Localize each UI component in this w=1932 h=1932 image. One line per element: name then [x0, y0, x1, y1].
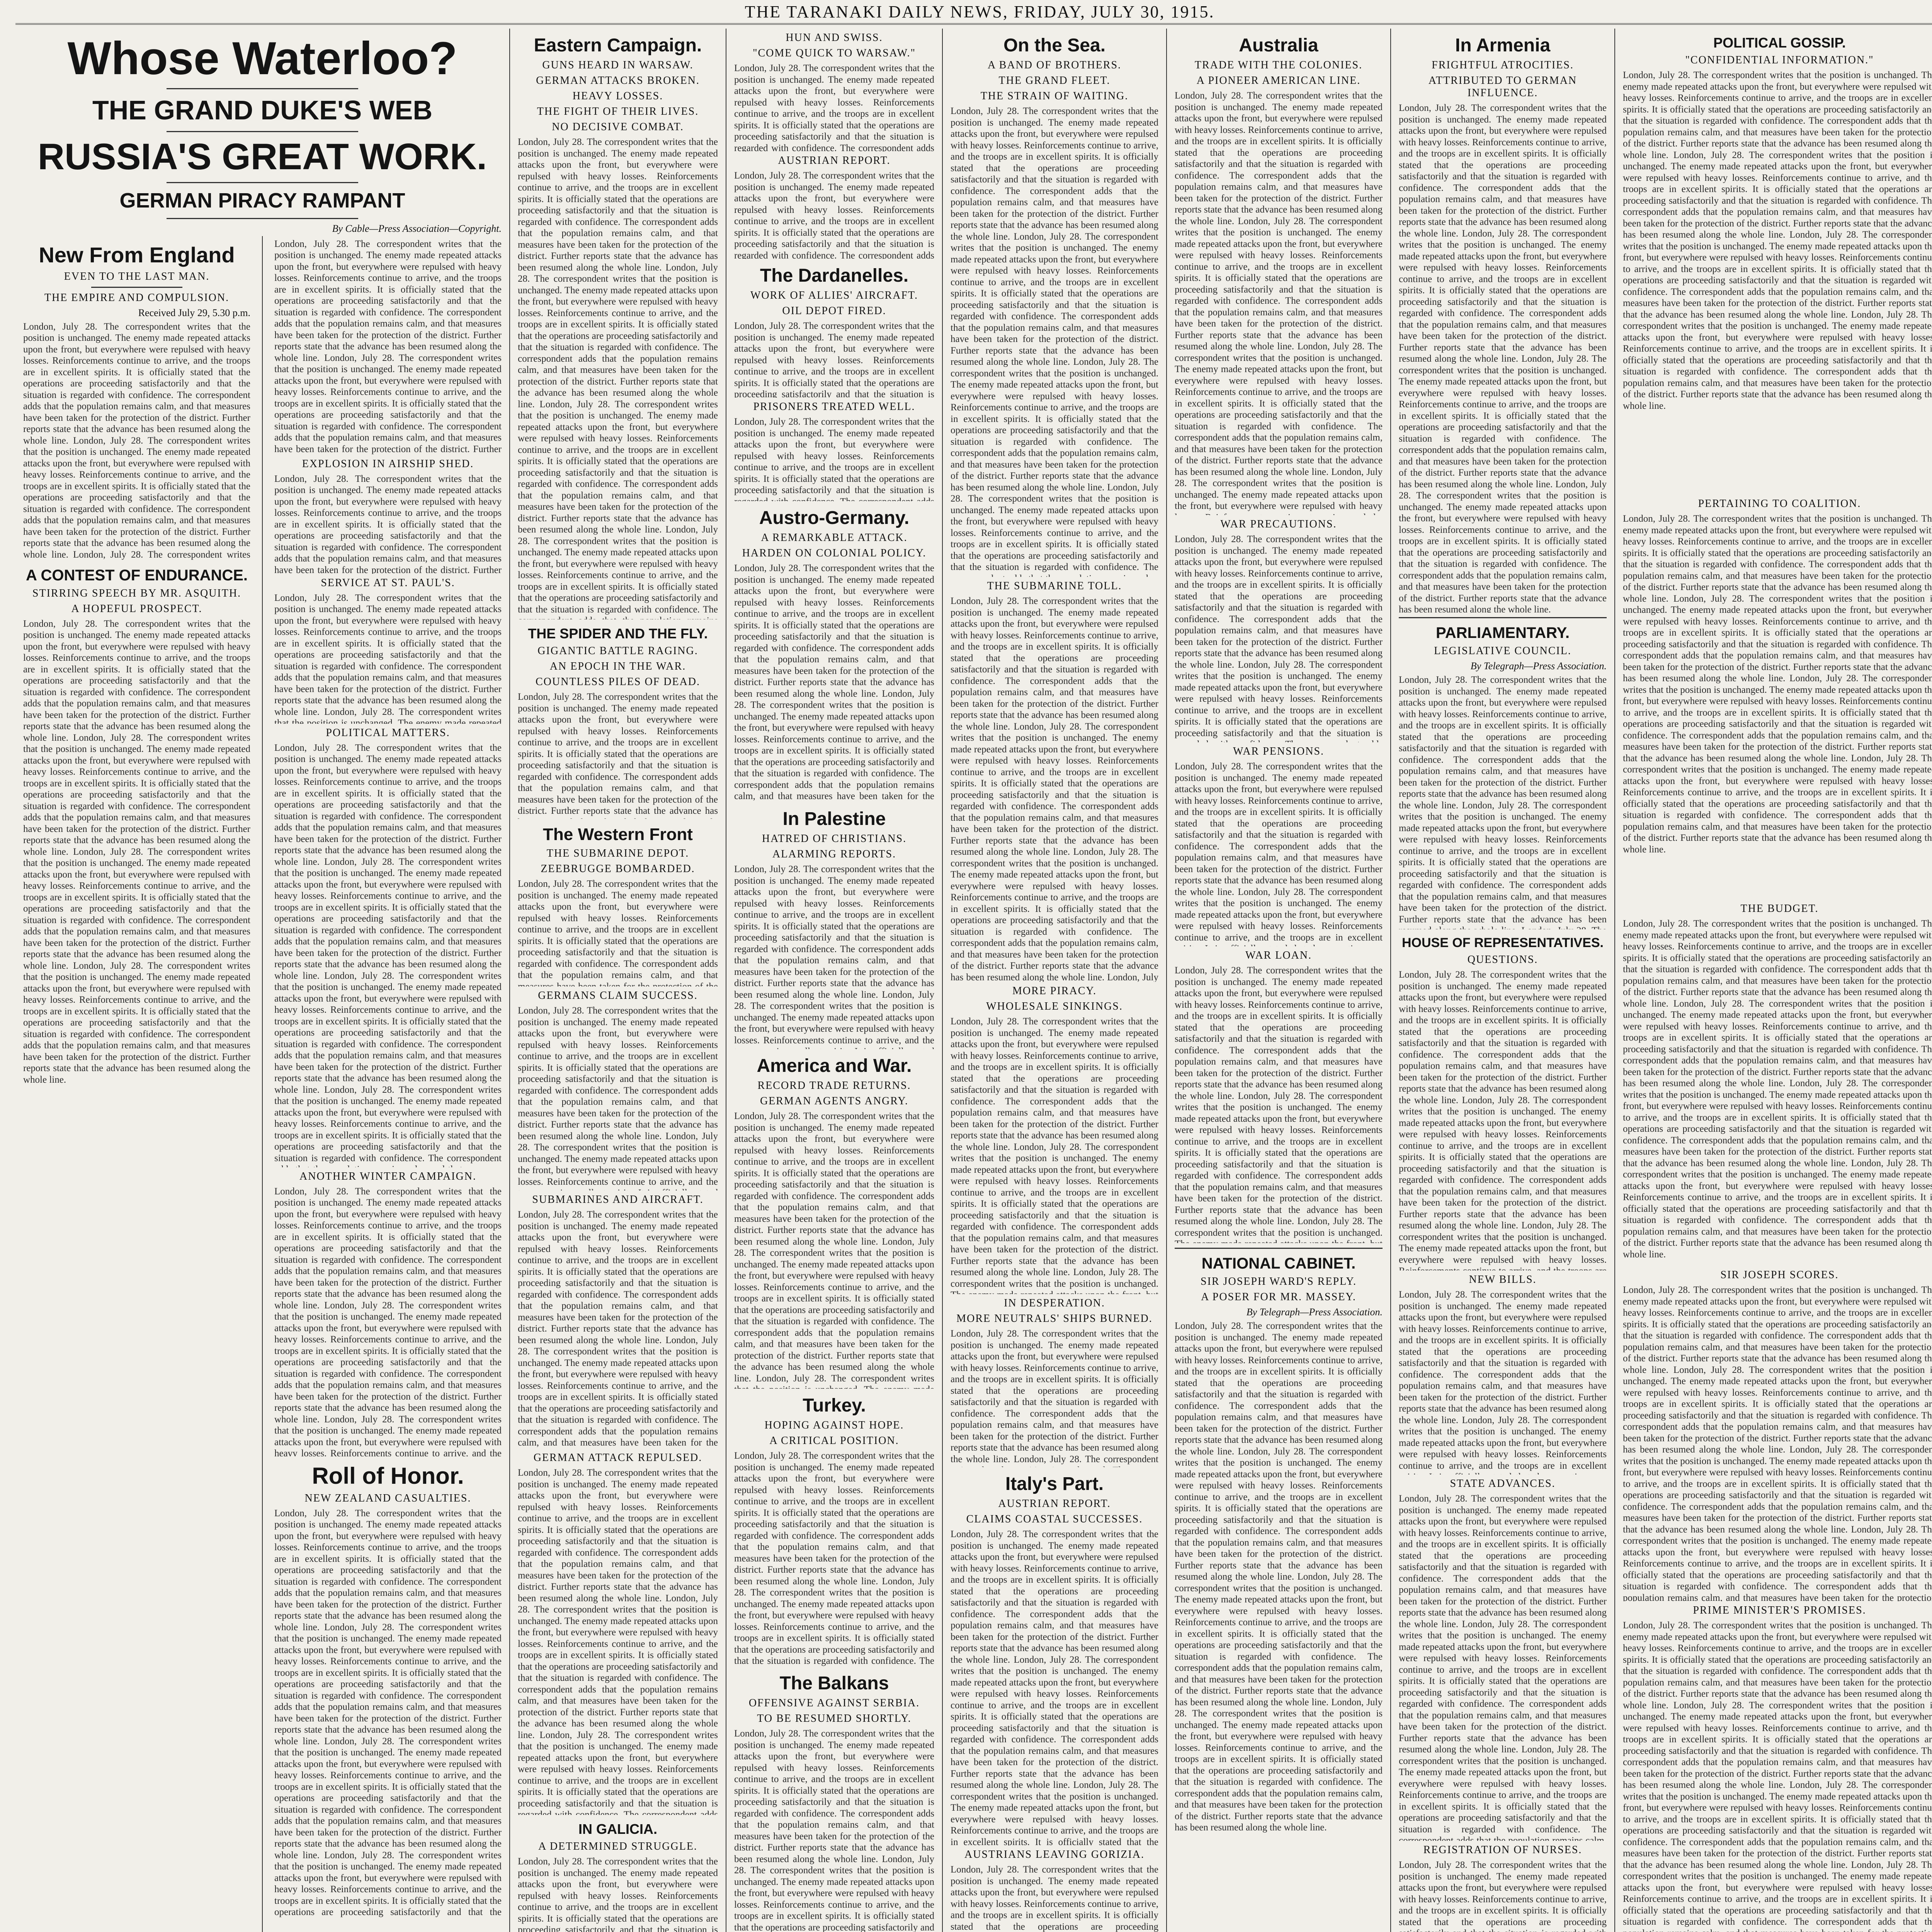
section-heading: In Armenia [1455, 35, 1551, 56]
sub-heading: THE GRAND FLEET. [998, 75, 1111, 87]
sub-heading: QUESTIONS. [1467, 954, 1538, 966]
lead-right-column [274, 236, 502, 1932]
section-heading: Austro-Germany. [759, 508, 910, 528]
article-text [734, 63, 934, 151]
sub-heading: TO BE RESUMED SHORTLY. [757, 1713, 912, 1725]
section-heading: THE SPIDER AND THE FLY. [528, 626, 708, 641]
sub-heading: EVEN TO THE LAST MAN. [64, 270, 210, 282]
article-text [518, 136, 718, 619]
section-heading: Roll of Honor. [312, 1463, 464, 1489]
sub-heading: THE SUBMARINE TOLL. [987, 580, 1122, 592]
sub-heading: AUSTRIANS LEAVING GORIZIA. [964, 1849, 1145, 1861]
credit: By Telegraph—Press Association. [1246, 1306, 1383, 1318]
article-text [1399, 102, 1607, 612]
dateline: Received July 29, 5.30 p.m. [138, 307, 250, 318]
sub-heading: A DETERMINED STRUGGLE. [538, 1840, 697, 1852]
sub-heading: MORE NEUTRALS' SHIPS BURNED. [956, 1313, 1153, 1325]
sub-heading: SIR JOSEPH WARD'S REPLY. [1201, 1276, 1357, 1287]
article-text [1175, 90, 1383, 515]
sub-heading: FRIGHTFUL ATROCITIES. [1432, 59, 1574, 71]
sea-column [943, 29, 1167, 1932]
sub-heading: HARDEN ON COLONIAL POLICY. [742, 547, 927, 559]
sub-heading: GERMAN ATTACK REPULSED. [533, 1452, 702, 1464]
divider [167, 218, 358, 219]
lead-column [15, 29, 510, 1932]
sub-heading: HEAVY LOSSES. [572, 90, 663, 102]
sub-heading: SIR JOSEPH SCORES. [1720, 1269, 1839, 1281]
sub-heading: THE SUBMARINE DEPOT. [546, 847, 689, 859]
sub-heading: A PIONEER AMERICAN LINE. [1196, 75, 1361, 87]
eastern-column [510, 29, 726, 1932]
war-news-column [726, 29, 943, 1932]
sub-heading: WHOLESALE SINKINGS. [986, 1000, 1123, 1012]
sub-heading: THE EMPIRE AND COMPULSION. [44, 291, 230, 304]
column-rule [262, 236, 263, 1932]
masthead: THE TARANAKI DAILY NEWS, FRIDAY, JULY 30, 1915. [15, 0, 1932, 25]
article-text [734, 563, 934, 802]
sub-heading: A BAND OF BROTHERS. [987, 59, 1122, 71]
section-heading: Australia [1239, 35, 1318, 56]
sub-heading: GERMAN AGENTS ANGRY. [760, 1095, 909, 1107]
article-text [951, 595, 1158, 982]
article-text [518, 878, 718, 986]
article-text [1175, 965, 1383, 1243]
article-text [274, 473, 502, 574]
divider [1399, 617, 1607, 618]
lead-headline: Whose Waterloo? [67, 32, 457, 84]
article-text [1399, 969, 1607, 1270]
sub-heading: WAR PENSIONS. [1233, 745, 1325, 757]
sub-heading: HATRED OF CHRISTIANS. [762, 833, 907, 845]
divider [167, 182, 358, 183]
section-heading: Italy's Part. [1005, 1474, 1104, 1494]
section-heading: HOUSE OF REPRESENTATIVES. [1401, 935, 1604, 950]
article-text [951, 1529, 1158, 1845]
sub-heading: A CRITICAL POSITION. [769, 1435, 899, 1447]
credit: By Telegraph—Press Association. [1470, 660, 1607, 672]
lead-deck-3: GERMAN PIRACY RAMPANT [119, 189, 405, 212]
divider [1175, 1248, 1383, 1249]
article-text [1623, 918, 1932, 1266]
sub-heading: PRIME MINISTER'S PROMISES. [1693, 1604, 1866, 1616]
sub-heading: HOPING AGAINST HOPE. [764, 1419, 904, 1431]
sub-heading: THE STRAIN OF WAITING. [980, 90, 1129, 102]
sub-heading: PERTAINING TO COALITION. [1698, 498, 1861, 510]
gossip-column [1615, 29, 1932, 1932]
sub-heading: "COME QUICK TO WARSAW." [753, 47, 916, 59]
lead-deck-1: THE GRAND DUKE'S WEB [92, 95, 432, 125]
sub-heading: RECORD TRADE RETURNS. [757, 1080, 911, 1092]
sub-heading: WAR LOAN. [1245, 949, 1312, 961]
sub-heading: "CONFIDENTIAL INFORMATION." [1685, 54, 1874, 66]
article-text [1399, 1493, 1607, 1841]
section-heading: A CONTEST OF ENDURANCE. [26, 566, 248, 584]
article-text [1623, 1620, 1932, 1932]
sub-heading: SUBMARINES AND AIRCRAFT. [532, 1194, 704, 1206]
sub-heading: NEW ZEALAND CASUALTIES. [304, 1492, 471, 1504]
section-heading: New From England [39, 242, 235, 267]
article-text [1175, 1320, 1383, 1932]
sub-heading: OIL DEPOT FIRED. [782, 305, 886, 317]
lead-credit: By Cable—Press Association—Copyright. [332, 223, 502, 234]
section-heading: The Balkans [779, 1673, 889, 1694]
article-text [951, 105, 1158, 577]
sub-heading: LEGISLATIVE COUNCIL. [1434, 645, 1571, 657]
article-text [734, 1728, 934, 1932]
article-text [518, 1856, 718, 1932]
armenia-column [1391, 29, 1615, 1932]
section-heading: The Dardanelles. [760, 265, 909, 286]
article-text [1399, 674, 1607, 929]
sub-heading: IN DESPERATION. [1004, 1297, 1105, 1309]
australia-column [1167, 29, 1391, 1932]
article-text [734, 416, 934, 501]
article-text [1175, 534, 1383, 742]
sub-heading: ALARMING REPORTS. [772, 848, 896, 860]
sub-heading: A POSER FOR MR. MASSEY. [1201, 1291, 1356, 1303]
article-text [274, 1186, 502, 1456]
section-heading: POLITICAL GOSSIP. [1713, 35, 1846, 51]
sub-heading: CLAIMS COASTAL SUCCESSES. [966, 1513, 1143, 1525]
article-text [734, 320, 934, 398]
article-text [274, 742, 502, 1167]
section-heading: The Western Front [543, 825, 693, 844]
article-text [274, 1508, 502, 1917]
lead-body [23, 236, 502, 1932]
article-text [274, 592, 502, 724]
sub-heading: OFFENSIVE AGAINST SERBIA. [748, 1697, 920, 1709]
sub-heading: COUNTLESS PILES OF DEAD. [535, 676, 701, 688]
sub-heading: MORE PIRACY. [1012, 985, 1097, 997]
article-text [1399, 1289, 1607, 1475]
sub-heading: ZEEBRUGGE BOMBARDED. [541, 863, 695, 875]
sub-heading: STIRRING SPEECH BY MR. ASQUITH. [32, 587, 242, 599]
sub-heading: PRISONERS TREATED WELL. [753, 401, 915, 413]
sub-heading: NEW BILLS. [1469, 1274, 1537, 1286]
sub-heading: AN EPOCH IN THE WAR. [549, 660, 686, 672]
article-text [951, 1328, 1158, 1467]
sub-heading: ATTRIBUTED TO GERMAN INFLUENCE. [1428, 75, 1577, 99]
section-heading: PARLIAMENTARY. [1436, 624, 1570, 641]
sub-heading: GERMANS CLAIM SUCCESS. [538, 990, 698, 1002]
sub-heading: WORK OF ALLIES' AIRCRAFT. [750, 289, 918, 301]
sub-heading: NO DECISIVE COMBAT. [552, 121, 684, 133]
sub-heading: THE BUDGET. [1740, 903, 1819, 915]
sub-heading: POLITICAL MATTERS. [326, 726, 450, 739]
article-text [1623, 70, 1932, 495]
lead-left-column [23, 236, 250, 1932]
article-text [734, 170, 934, 259]
sub-heading: A HOPEFUL PROSPECT. [71, 602, 202, 615]
article-text [951, 1016, 1158, 1294]
article-text [518, 691, 718, 819]
divider [91, 287, 182, 288]
sub-heading: ANOTHER WINTER CAMPAIGN. [299, 1170, 476, 1182]
divider [167, 88, 358, 89]
sub-heading: AUSTRIAN REPORT. [998, 1498, 1111, 1510]
article-text [23, 321, 250, 561]
article-text [734, 1111, 934, 1389]
sub-heading: THE FIGHT OF THEIR LIVES. [537, 105, 699, 117]
section-heading: America and War. [757, 1056, 912, 1076]
sub-heading: HUN AND SWISS. [786, 32, 883, 44]
sub-heading: WAR PRECAUTIONS. [1220, 518, 1337, 530]
sub-heading: A REMARKABLE ATTACK. [761, 532, 908, 544]
sub-heading: TRADE WITH THE COLONIES. [1194, 59, 1363, 71]
sub-heading: AUSTRIAN REPORT. [778, 155, 891, 167]
section-heading: NATIONAL CABINET. [1201, 1255, 1356, 1272]
sub-heading: REGISTRATION OF NURSES. [1423, 1844, 1582, 1856]
section-heading: IN GALICIA. [578, 1821, 657, 1837]
section-heading: In Palestine [782, 809, 886, 829]
sub-heading: SERVICE AT ST. PAUL'S. [321, 577, 455, 589]
article-text [1623, 513, 1932, 900]
article-text [1175, 761, 1383, 946]
sub-heading: GIGANTIC BATTLE RAGING. [537, 645, 698, 657]
article-text [518, 1467, 718, 1815]
page-columns [15, 29, 1932, 1932]
article-text [274, 238, 502, 455]
article-text [518, 1209, 718, 1449]
section-heading: Eastern Campaign. [534, 35, 702, 56]
article-text [518, 1005, 718, 1190]
article-text [734, 864, 934, 1049]
sub-heading: GUNS HEARD IN WARSAW. [542, 59, 694, 71]
sub-heading: EXPLOSION IN AIRSHIP SHED. [302, 457, 474, 470]
article-text [734, 1450, 934, 1667]
article-text [1623, 1284, 1932, 1601]
article-text [951, 1864, 1158, 1932]
article-text [23, 618, 250, 1932]
sub-heading: GERMAN ATTACKS BROKEN. [536, 75, 700, 87]
article-text [1399, 1859, 1607, 1932]
divider [167, 131, 358, 132]
sub-heading: STATE ADVANCES. [1450, 1478, 1556, 1490]
section-heading: Turkey. [803, 1395, 866, 1416]
section-heading: On the Sea. [1003, 35, 1106, 56]
lead-deck-2: RUSSIA'S GREAT WORK. [37, 136, 487, 177]
